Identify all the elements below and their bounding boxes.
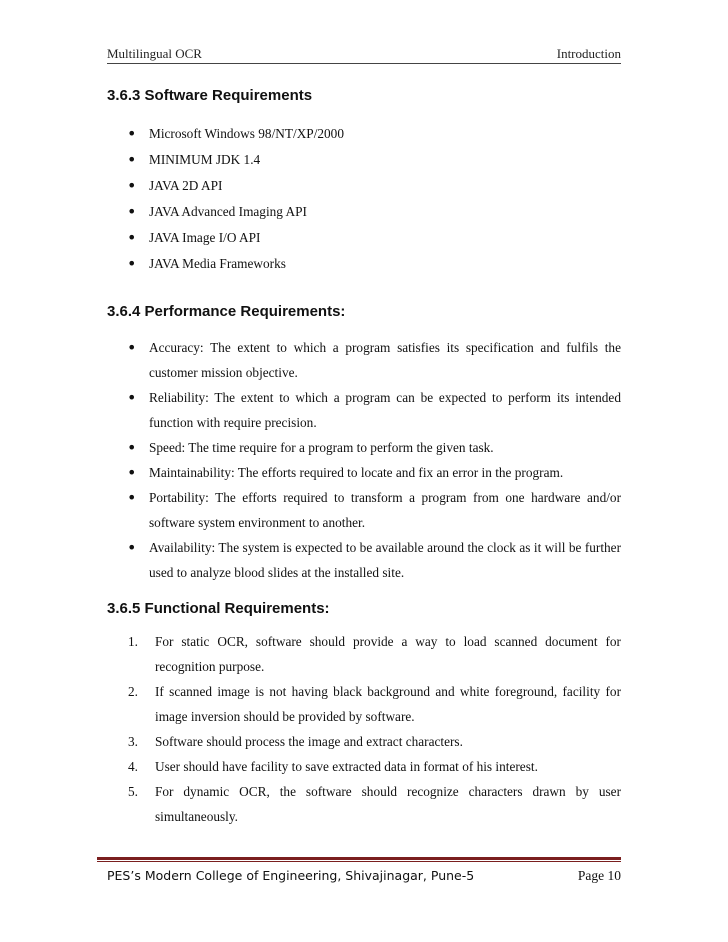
item-text: User should have facility to save extracted data in format of his interest. <box>155 759 538 774</box>
item-text: For dynamic OCR, the software should recognize characters drawn by user simultaneously. <box>155 784 621 824</box>
list-item: • Accuracy: The extent to which a program satisfies its specification and fulfils the customer mission objective. <box>125 335 621 385</box>
footer-rule <box>97 857 621 860</box>
list-item <box>128 629 621 679</box>
list-item <box>128 679 621 729</box>
header-rule <box>107 63 621 64</box>
page-number: Page 10 <box>577 868 621 883</box>
item-text: For static OCR, software should provide a way to load scanned document for recognition purpose. <box>155 634 621 674</box>
header-title: Multilingual OCR <box>107 46 202 61</box>
list-item <box>128 754 621 779</box>
footer-institution: PES’s Modern College of Engineering, Shivajinagar, Pune-5 <box>107 868 475 883</box>
item-number: 4. <box>128 759 138 774</box>
list-item <box>128 729 621 754</box>
list-item: • JAVA Image I/O API <box>125 229 621 255</box>
list-item: • JAVA Media Frameworks <box>125 255 621 281</box>
software-requirements-heading: 3.6.3 Software Requirements <box>107 87 313 104</box>
functional-requirements-heading: 3.6.5 Functional Requirements: <box>107 600 330 617</box>
item-number: 2. <box>128 684 138 699</box>
functional-requirements-list <box>128 629 621 829</box>
list-item: • JAVA Advanced Imaging API <box>125 203 621 229</box>
list-item: • Speed: The time require for a program to perform the given task. <box>125 435 621 460</box>
item-number: 3. <box>128 734 138 749</box>
list-item: • Maintainability: The efforts required to locate and fix an error in the program. <box>125 460 621 485</box>
page-header <box>107 44 621 62</box>
list-item: • Availability: The system is expected to be available around the clock as it will be further used to analyze blood slides at the installed site. <box>125 535 621 585</box>
list-item: • Portability: The efforts required to transform a program from one hardware and/or software system environment to another. <box>125 485 621 535</box>
item-text: If scanned image is not having black background and white foreground, facility for image inversion should be provided by software. <box>155 684 621 724</box>
performance-requirements-list <box>125 335 621 585</box>
list-item <box>128 779 621 829</box>
performance-requirements-heading: 3.6.4 Performance Requirements: <box>107 303 346 320</box>
page-footer <box>107 868 621 884</box>
item-number: 1. <box>128 634 138 649</box>
list-item: • MINIMUM JDK 1.4 <box>125 151 621 177</box>
header-chapter: Introduction <box>556 46 621 61</box>
item-text: Software should process the image and extract characters. <box>155 734 463 749</box>
list-item: • JAVA 2D API <box>125 177 621 203</box>
item-number: 5. <box>128 784 138 799</box>
footer-rule-thin <box>97 861 621 862</box>
software-requirements-list <box>125 125 621 281</box>
list-item: • Microsoft Windows 98/NT/XP/2000 <box>125 125 621 151</box>
list-item: • Reliability: The extent to which a program can be expected to perform its intended function with require precision. <box>125 385 621 435</box>
